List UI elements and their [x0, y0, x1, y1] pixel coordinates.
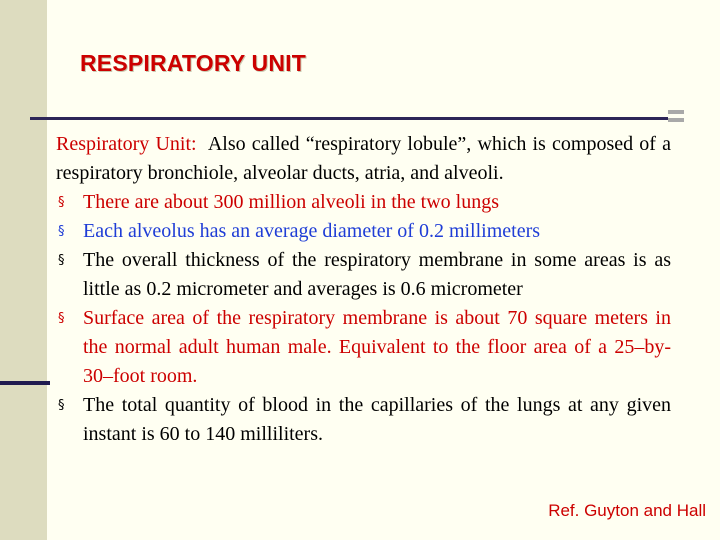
slide-title: RESPIRATORY UNIT: [80, 50, 306, 76]
intro-paragraph: [56, 130, 676, 188]
intro-text: Also called “respiratory lobule”, which is composed of a respiratory bronchiole, alveolar ducts, atria, and alveoli.: [56, 133, 676, 184]
bullet-marker-icon: §: [58, 195, 65, 210]
left-accent-bar: [0, 381, 50, 385]
list-item: [56, 246, 671, 304]
bullet-marker-icon: §: [58, 224, 65, 239]
reference-note: Ref. Guyton and Hall: [548, 501, 706, 520]
bullet-text: Surface area of the respiratory membrane is about 70 square meters in the normal adult human male. Equivalent to the floor area of a 25–by-30–foot room.: [83, 307, 671, 387]
bullet-marker-icon: §: [58, 311, 65, 326]
bullet-text: The total quantity of blood in the capillaries of the lungs at any given instant is 60 to 140 milliliters.: [83, 394, 671, 445]
bullet-marker-icon: §: [58, 253, 65, 268]
list-item: [56, 188, 671, 217]
bullet-text: There are about 300 million alveoli in the two lungs: [83, 191, 500, 213]
divider-accent-bottom: [668, 118, 684, 122]
title-divider: [30, 117, 668, 120]
bullet-list: [56, 188, 671, 449]
left-decorative-band: [0, 0, 47, 540]
bullet-text: The overall thickness of the respiratory membrane in some areas is as little as 0.2 micrometer and averages is 0.6 micrometer: [83, 249, 671, 300]
bullet-marker-icon: §: [58, 398, 65, 413]
list-item: [56, 217, 671, 246]
list-item: [56, 391, 671, 449]
bullet-text: Each alveolus has an average diameter of 0.2 millimeters: [83, 220, 541, 242]
intro-term: Respiratory Unit:: [56, 133, 197, 155]
slide-body: [56, 130, 676, 449]
divider-accent-top: [668, 110, 684, 114]
list-item: [56, 304, 671, 391]
